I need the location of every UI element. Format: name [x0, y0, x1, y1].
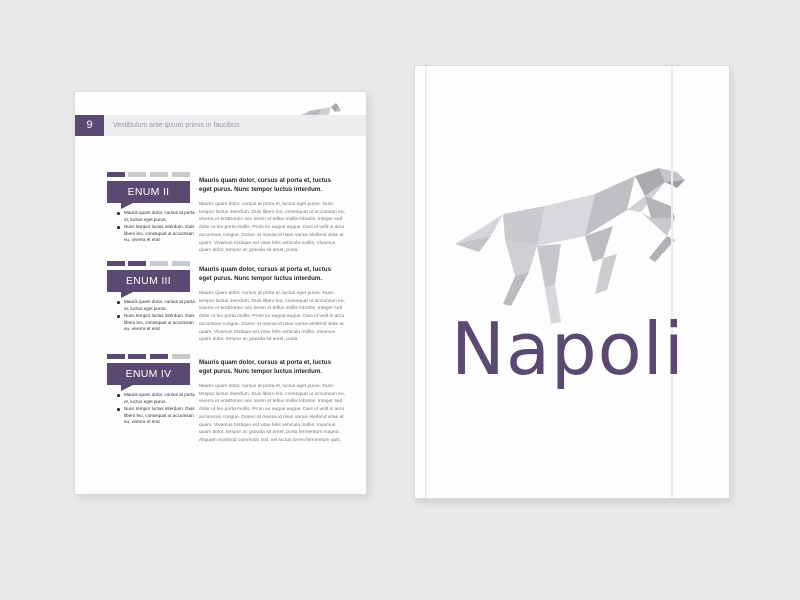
tab-marker [172, 354, 190, 359]
tab-marker [150, 261, 168, 266]
page-header-bar [75, 115, 366, 136]
page-number: 9 [75, 115, 104, 136]
banner-notch [121, 385, 133, 391]
banner-notch [121, 203, 133, 209]
elastic-band [671, 66, 673, 498]
tab-marker [150, 172, 168, 177]
bullet-list [116, 210, 196, 245]
list-item: Nunc tempor luctus interdum. Duis libero leo, consequat ut accumsan eu, viverra et erat [116, 406, 196, 426]
tab-marker [128, 172, 146, 177]
page-header-text: Vestibulum ante ipsum primis in faucibus [113, 122, 240, 129]
section-heading: Mauris quam dolor, cursus at porta et, luctus eget purus. Nunc tempor luctus interdum. [199, 266, 332, 282]
section-heading: Mauris quam dolor, cursus at porta et, luctus eget purus. Nunc tempor luctus interdum. [199, 359, 332, 375]
section-banner: ENUM IV [107, 363, 190, 385]
section-tabs [107, 354, 190, 360]
section-heading: Mauris quam dolor, cursus at porta et, luctus eget purus. Nunc tempor luctus interdum. [199, 177, 332, 193]
list-item: Mauris quam dolor, cursus at porta et, luctus eget purus. [116, 299, 196, 312]
tab-marker [172, 261, 190, 266]
tab-marker-active [107, 261, 125, 266]
section-body: Mauris quam dolor, cursus at porta et, luctus eget purus. Nunc tempor luctus interdum. Duis libero leo, consequat ut accumsan eu, viverra et eratDonec nec lorem et tellus mollis lobortis. Integer sed dolor ut leo porta mollis. Proin eu augue augue. Duis id velit in arcu accumsan congue. Donec at massa id risus varius eleifend vitae at quam. Vivamus tristique est vitae felis vehicula mollis. Vivamus quam dolor, tempor ac gravida sit amet, porta [199, 202, 345, 254]
bullet-list [116, 392, 196, 427]
tab-marker [172, 172, 190, 177]
folder-spine [425, 66, 427, 498]
section-tabs [107, 261, 190, 267]
banner-notch [121, 292, 133, 298]
section-tabs [107, 172, 190, 178]
section-banner: ENUM III [107, 270, 190, 292]
tab-marker-active [150, 354, 168, 359]
list-item: Nunc tempor luctus interdum. Duis libero leo, consequat ut accumsan eu, viverra et erat [116, 313, 196, 333]
bullet-list [116, 299, 196, 334]
tab-marker-active [107, 354, 125, 359]
list-item: Mauris quam dolor, cursus at porta et, luctus eget purus. [116, 392, 196, 405]
tab-marker-active [128, 261, 146, 266]
list-item: Nunc tempor luctus interdum. Duis libero leo, consequat ut accumsan eu, viverra et erat [116, 224, 196, 244]
folder-title: Napoli [451, 307, 685, 391]
section-body: Mauris quam dolor, cursus at porta et, luctus eget purus. Nunc tempor luctus interdum. Duis libero leo, consequat ut accumsan eu, viverra et eratDonec nec lorem et tellus mollis lobortis. Integer sed dolor ut leo porta mollis. Proin eu augue augue. Duis id velit in arcu accumsan congue. Donec at massa id risus varius eleifend vitae at quam. Vivamus tristique est vitae felis vehicula mollis. Vivamus quam dolor, tempor ac gravida sit amet, porta [199, 291, 345, 343]
section-banner: ENUM II [107, 181, 190, 203]
list-item: Mauris quam dolor, cursus at porta et, luctus eget purus. [116, 210, 196, 223]
tab-marker-active [107, 172, 125, 177]
tab-marker-active [128, 354, 146, 359]
folder-cover [415, 66, 729, 498]
section-body: Mauris quam dolor, cursus at porta et, luctus eget purus. Nunc tempor luctus interdum. Duis libero leo, consequat ut accumsan eu, viverra et eratDonec nec lorem et tellus mollis lobortis. Integer sed dolor ut leo porta mollis. Proin eu augue augue. Duis id velit in arcu accumsan congue. Donec at massa id risus varius eleifend vitae at quam. Vivamus tristique est vitae felis vehicula mollis. Vivamus quam dolor, tempor ac gravida sit amet, porta fermentum magna. Aliquam euismod commodo nisl, vel luctus lorem fermentum quis. [199, 384, 345, 443]
origami-horse-icon [445, 166, 705, 326]
document-page [75, 92, 366, 494]
